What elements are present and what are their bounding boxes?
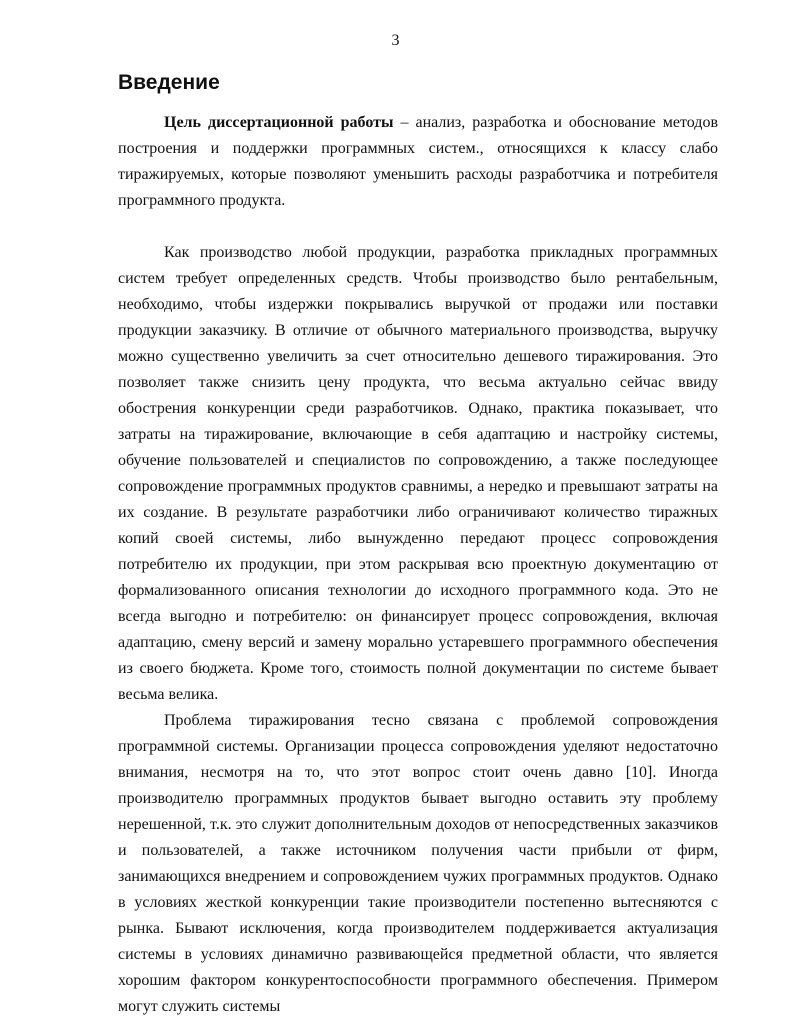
paragraph-production: Как производство любой продукции, разработка прикладных программных систем требует определенных средств. Чтобы производство было рентабельным, необходимо, чтобы издержки покрывались выручкой от продажи или поставки продукции заказчику. В отличие от обычного материального производства, выручку можно существенно увеличить за счет относительно дешевого тиражирования. Это позволяет также снизить цену продукта, что весьма актуально сейчас ввиду обострения конкуренции среди разработчиков. Однако, практика показывает, что затраты на тиражирование, включающие в себя адаптацию и настройку системы, обучение пользователей и специалистов по сопровождению, а также последующее сопровождение программных продуктов сравнимы, а нередко и превышают затраты на их создание. В результате разработчики либо ограничивают количество тиражных копий своей системы, либо вынужденно передают процесс сопровождения потребителю их продукции, при этом раскрывая всю проектную документацию от формализованного описания технологии до исходного программного кода. Это не всегда выгодно и потребителю: он финансирует процесс сопровождения, включая адаптацию, смену версий и замену морально устаревшего программного обеспечения из своего бюджета. Кроме того, стоимость полной документации по системе бывает весьма велика.	[118, 244, 718, 703]
paragraph-replication-problem: Проблема тиражирования тесно связана с проблемой сопровождения программной системы. Организации процесса сопровождения уделяют недостаточно внимания, несмотря на то, что этот вопрос стоит очень давно [10]. Иногда производителю программных продуктов бывает выгодно оставить эту проблему нерешенной, т.к. это служит дополнительным доходов от непосредственных заказчиков и пользователей, а также источником получения части прибыли от фирм, занимающихся внедрением и сопровождением чужих программных продуктов. Однако в условиях жесткой конкуренции такие производители постепенно вытесняются с рынка. Бывают исключения, когда производителем поддерживается актуализация системы в условиях динамично развивающейся предметной области, что является хорошим фактором конкурентоспособности программного обеспечения. Примером могут служить системы	[118, 712, 718, 1015]
section-heading: Введение	[118, 71, 220, 94]
document-body	[118, 110, 718, 1020]
goal-term: Цель диссертационной работы	[164, 114, 394, 131]
paragraph-goal	[118, 110, 718, 214]
goal-text: – анализ, разработка и обоснование методов построения и поддержки программных систем., относящихся к классу слабо тиражируемых, которые позволяют уменьшить расходы разработчика и потребителя программного продукта.	[118, 114, 718, 209]
page-number: 3	[391, 32, 400, 49]
